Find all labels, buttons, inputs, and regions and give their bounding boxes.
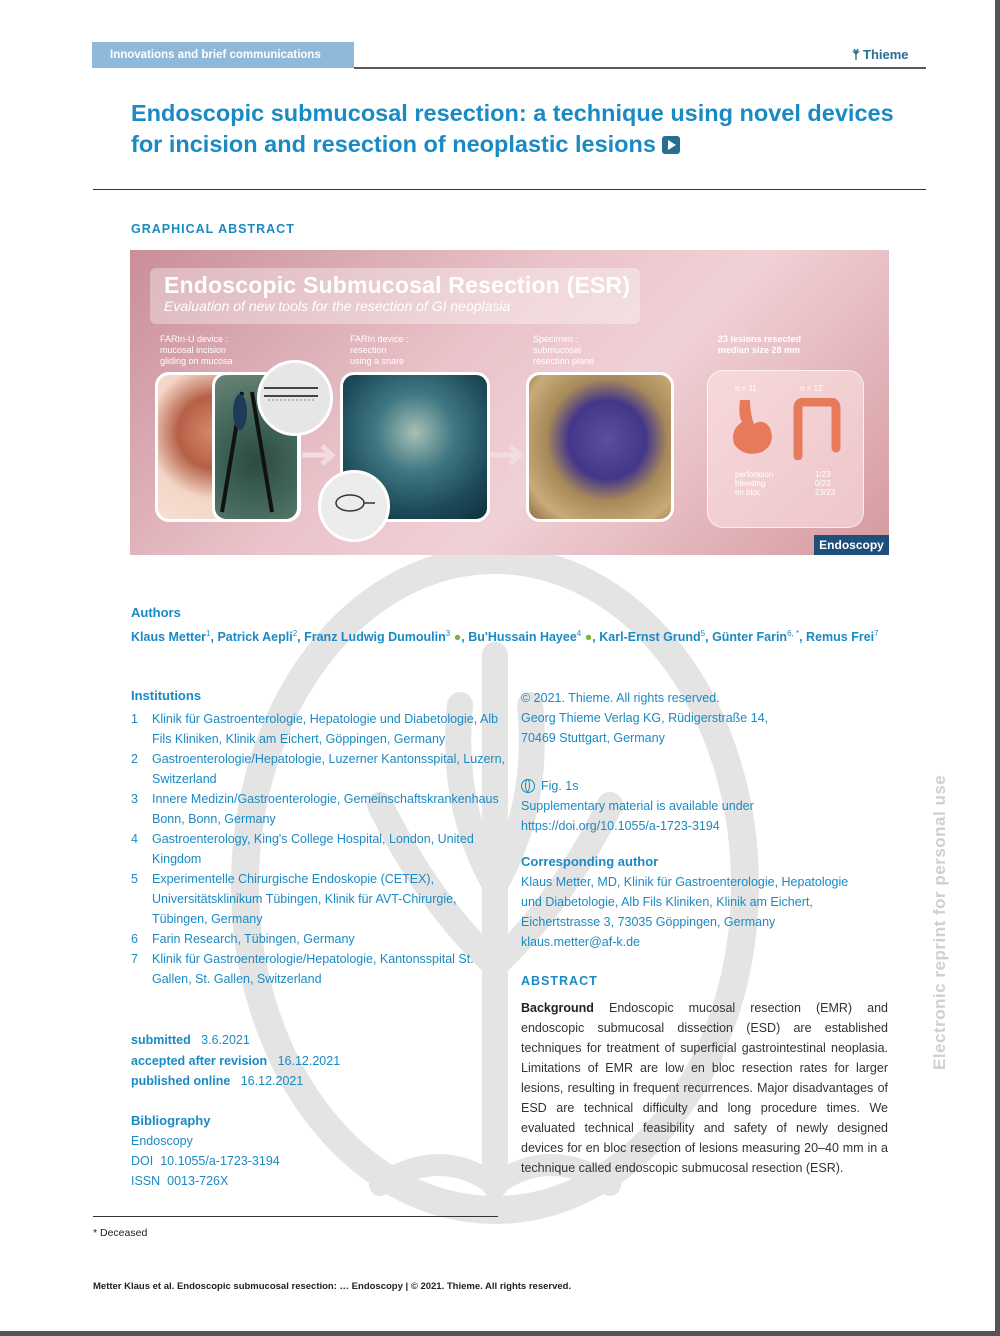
- author-affil: 6, *: [787, 629, 800, 638]
- ga-step1-needle-icon: [262, 378, 322, 408]
- ga-stats-right-n: n = 12: [800, 384, 823, 393]
- published-date: [131, 1071, 340, 1092]
- reprint-watermark: [930, 740, 962, 1070]
- corresponding-email[interactable]: klaus.metter@af-k.de: [521, 935, 640, 949]
- corresponding-line: und Diabetologie, Alb Fils Kliniken, Klinik am Eichert,: [521, 895, 813, 909]
- issn-line: [131, 1171, 280, 1191]
- doi-line: [131, 1151, 280, 1171]
- author-name: Günter Farin: [712, 630, 788, 645]
- ga-heading: Endoscopic Submucosal Resection (ESR): [164, 272, 631, 298]
- list-item: [131, 869, 511, 929]
- copyright-line: © 2021. Thieme. All rights reserved.: [521, 691, 720, 705]
- ga-arrow-2-icon: [488, 440, 528, 470]
- ga-stats-caption: 23 lesions resected median size 28 mm: [718, 334, 802, 355]
- ga-stats-value: 1/23: [815, 470, 831, 479]
- accepted-date: [131, 1051, 340, 1072]
- stomach-icon: [726, 398, 778, 460]
- institution-number: 4: [131, 832, 138, 846]
- institution-number: 5: [131, 872, 138, 886]
- author-name: Patrick Aepli: [217, 630, 293, 645]
- ga-stats-label: en bloc: [735, 488, 761, 497]
- list-item: [131, 949, 511, 989]
- article-dates: [131, 1030, 340, 1092]
- publisher-logo: [852, 47, 909, 62]
- corresponding-line: Eichertstrasse 3, 73035 Göppingen, Germany: [521, 915, 776, 929]
- accepted-label: accepted after revision: [131, 1053, 268, 1068]
- orcid-icon[interactable]: ●: [453, 630, 462, 645]
- title-rule: [93, 189, 926, 190]
- supplementary-fig-label[interactable]: Fig. 1s: [541, 779, 579, 793]
- abstract-label: ABSTRACT: [521, 974, 598, 988]
- supplementary-fig-line: [521, 776, 891, 796]
- author-name: Franz Ludwig Dumoulin: [304, 630, 446, 645]
- reprint-watermark-text: Electronic reprint for personal use: [930, 774, 949, 1070]
- author-affil: 4: [576, 629, 582, 638]
- institution-list: [131, 709, 511, 989]
- article-title: [131, 98, 911, 160]
- ga-stats-label: perforation: [735, 470, 774, 479]
- ga-step3-specimen-photo: [526, 372, 674, 522]
- section-label-bar: [92, 42, 354, 68]
- abstract-background-label: Background: [521, 1001, 594, 1015]
- publisher-city: 70469 Stuttgart, Germany: [521, 731, 665, 745]
- ga-stats-left-n: n = 11: [735, 384, 757, 393]
- video-play-icon[interactable]: [662, 136, 680, 154]
- footnote-rule: [93, 1216, 498, 1217]
- corresponding-author-block: [521, 852, 891, 952]
- submitted-date: [131, 1030, 340, 1051]
- institutions-label: Institutions: [131, 688, 202, 703]
- supplementary-link[interactable]: https://doi.org/10.1055/a-1723-3194: [521, 819, 720, 833]
- ga-subheading: Evaluation of new tools for the resection of GI neoplasia: [164, 298, 511, 314]
- graphical-abstract-label: GRAPHICAL ABSTRACT: [131, 222, 295, 236]
- ga-arrow-1-icon: [300, 440, 340, 470]
- institution-text: Experimentelle Chirurgische Endoskopie (CETEX), Universitätsklinikum Tübingen, Klinik für AVT-Chirurgie, Tübingen, Germany: [152, 872, 457, 926]
- publisher-address: Georg Thieme Verlag KG, Rüdigerstraße 14,: [521, 711, 769, 725]
- institution-text: Gastroenterology, King's College Hospital, London, United Kingdom: [152, 832, 474, 866]
- header-rule: [354, 67, 926, 69]
- list-item: [131, 789, 511, 829]
- accepted-value: 16.12.2021: [277, 1053, 341, 1068]
- abstract-body: Endoscopic mucosal resection (EMR) and endoscopic submucosal dissection (ESD) are established techniques for treatment of superficial gastrointestinal neoplasia. Limitations of EMR are low en bloc resection rates for larger lesions, resulting in frequent recurrences. Major disadvantages of ESD are technical difficulty and long procedure times. We evaluated technical feasibility and safety of newly designed devices for en bloc resection of lesions measuring 20–40 mm in a technique called endoscopic submucosal resection (ESR).: [521, 1001, 888, 1175]
- author-name: Klaus Metter: [131, 630, 207, 645]
- institution-text: Gastroenterologie/Hepatologie, Luzerner Kantonsspital, Luzern, Switzerland: [152, 752, 505, 786]
- list-item: [131, 929, 511, 949]
- bibliography: [131, 1111, 280, 1191]
- ga-stats-value: 23/23: [815, 488, 836, 497]
- authors-label: Authors: [131, 605, 181, 620]
- published-value: 16.12.2021: [240, 1074, 304, 1088]
- doi-value[interactable]: 10.1055/a-1723-3194: [160, 1154, 280, 1168]
- author-affil: 5: [700, 629, 706, 638]
- author-name: Karl-Ernst Grund: [599, 630, 701, 645]
- page-edge-bottom: [0, 1331, 1000, 1336]
- author-affil: 3: [445, 629, 451, 638]
- author-list: Klaus Metter$^1$, Patrick Aepli$^2$, Franz Ludwig Dumoulin$^3$ ●, Bu'Hussain Hayee$^4$ ●, Karl-Ernst Grund$^5$, Günter Farin$^{6, *}$, Remus Frei$^7$: [131, 629, 879, 645]
- institution-text: Klinik für Gastroenterologie, Hepatologie und Diabetologie, Alb Fils Kliniken, Klinik am Eichert, Göppingen, Germany: [152, 712, 499, 746]
- corresponding-author-label: Corresponding author: [521, 854, 659, 869]
- abstract-text: [521, 998, 888, 1178]
- issn-value: 0013-726X: [167, 1174, 229, 1188]
- submitted-value: 3.6.2021: [201, 1033, 250, 1047]
- journal-badge: Endoscopy: [814, 535, 889, 555]
- ga-stats-label: bleeding: [735, 479, 766, 488]
- footnote: * Deceased: [93, 1227, 148, 1239]
- issn-label: ISSN: [131, 1174, 161, 1188]
- author-name: Remus Frei: [806, 630, 875, 645]
- author-affil: 7: [874, 629, 879, 638]
- ga-title-box: [150, 268, 640, 324]
- corresponding-line: Klaus Metter, MD, Klinik für Gastroenterologie, Hepatologie: [521, 875, 849, 889]
- globe-icon: [521, 779, 535, 793]
- institution-number: 3: [131, 792, 138, 806]
- published-label: published online: [131, 1074, 231, 1088]
- bibliography-label: Bibliography: [131, 1113, 211, 1128]
- ga-stats-row: [735, 488, 835, 497]
- institution-text: Farin Research, Tübingen, Germany: [152, 932, 355, 946]
- supplementary-text: Supplementary material is available under: [521, 799, 754, 813]
- institution-number: 7: [131, 952, 138, 966]
- author-name: Bu'Hussain Hayee: [468, 630, 577, 645]
- list-item: [131, 709, 511, 749]
- doi-label: DOI: [131, 1154, 154, 1168]
- section-label: Innovations and brief communications: [110, 49, 321, 61]
- ga-stats-row: [735, 470, 835, 479]
- institution-number: 1: [131, 712, 138, 726]
- list-item: [131, 829, 511, 869]
- ga-stats-row: [735, 479, 835, 488]
- colon-icon: [790, 398, 842, 460]
- institution-text: Innere Medizin/Gastroenterologie, Gemeinschaftskrankenhaus Bonn, Bonn, Germany: [152, 792, 499, 826]
- ga-stats-value: 0/23: [815, 479, 831, 488]
- supplementary-block: [521, 776, 891, 836]
- thieme-tree-icon: [852, 48, 860, 60]
- journal-name: Endoscopy: [131, 1134, 193, 1148]
- article-title-text: Endoscopic submucosal resection: a technique using novel devices for incision and resection of neoplastic lesions: [131, 100, 894, 157]
- institution-number: 6: [131, 932, 138, 946]
- list-item: [131, 749, 511, 789]
- ga-step1-caption: FARIn-U device : mucosal incision gliding on mucosa: [160, 334, 233, 366]
- author-affil: 1: [206, 629, 211, 638]
- page-edge-right: [995, 0, 1000, 1336]
- institution-number: 2: [131, 752, 138, 766]
- ga-step2-caption: FARIn device : resection using a snare: [350, 334, 409, 366]
- orcid-icon[interactable]: ●: [584, 630, 593, 645]
- institution-text: Klinik für Gastroenterologie/Hepatologie, Kantonsspital St. Gallen, St. Gallen, Switzerland: [152, 952, 474, 986]
- ga-stats-table: [735, 470, 835, 497]
- submitted-label: submitted: [131, 1033, 191, 1047]
- ga-step2-snare-icon: [328, 490, 376, 516]
- copyright-block: [521, 688, 891, 748]
- ga-step3-caption: Specimen : submucosal resection plane: [533, 334, 595, 366]
- page-footer: Metter Klaus et al. Endoscopic submucosal resection: … Endoscopy | © 2021. Thieme. All rights reserved.: [93, 1281, 572, 1292]
- publisher-name: Thieme: [863, 47, 909, 62]
- author-affil: 2: [292, 629, 298, 638]
